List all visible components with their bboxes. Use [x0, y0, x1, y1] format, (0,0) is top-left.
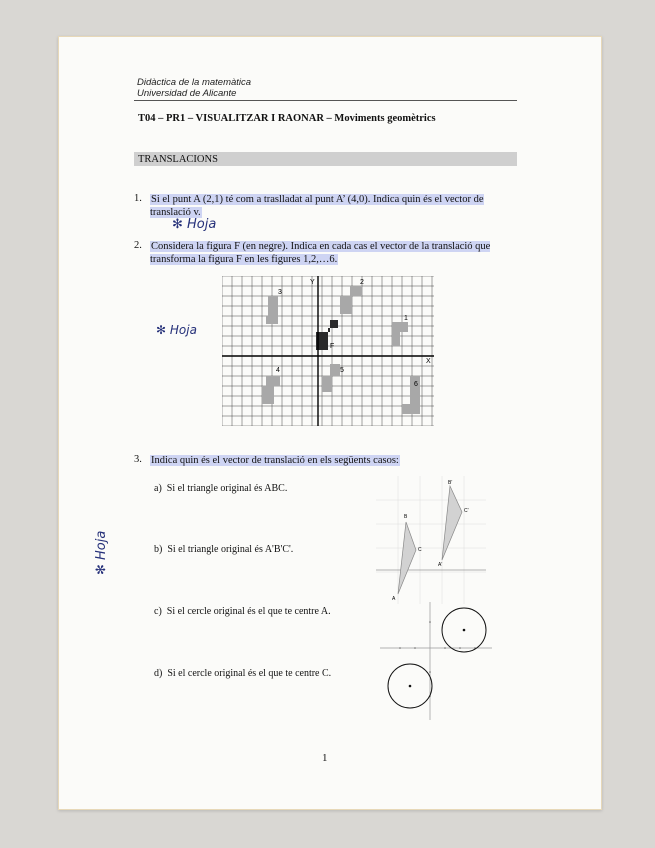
figure-2-label: 2	[360, 279, 364, 286]
point-b2-label: B'	[448, 480, 453, 486]
handwritten-note-2: ✻ Hoja	[156, 323, 197, 337]
figure-5-label: 5	[340, 367, 344, 374]
question-2-text	[150, 240, 520, 266]
document-title: T04 – PR1 – VISUALITZAR I RAONAR – Moviments geomètrics	[138, 113, 436, 124]
question-1-highlight: Si el punt A (2,1) té com a traslladat al punt A’ (4,0). Indica quin és el vector de translació v.	[150, 194, 484, 218]
point-b-label: B	[404, 514, 408, 520]
triangle-abc	[398, 522, 416, 594]
x-axis-label: X	[426, 358, 431, 365]
question-3-number: 3.	[134, 454, 142, 465]
point-a2-label: A'	[438, 562, 443, 568]
figure-f-label: F	[330, 343, 335, 350]
header-rule	[134, 100, 517, 101]
translation-grid	[222, 276, 434, 426]
figure-5	[322, 364, 340, 392]
triangle-diagram	[376, 476, 486, 604]
figure-f	[316, 320, 338, 350]
figure-3-label: 3	[278, 289, 282, 296]
question-3-highlight: Indica quin és el vector de translació en els següents casos:	[151, 455, 399, 466]
handwritten-note-1: ✻ Hoja	[172, 217, 217, 232]
figure-6-label: 6	[414, 381, 418, 388]
handwritten-note-3: ✻ Hoja	[94, 530, 109, 575]
section-title: TRANSLACIONS	[138, 154, 218, 165]
question-2-highlight: Considera la figura F (en negre). Indica en cada cas el vector de la translació que transforma la figura F en les figures 1,2,…6.	[150, 241, 491, 265]
page-number: 1	[322, 752, 328, 764]
question-3-text	[150, 454, 450, 467]
point-c-label: C	[418, 547, 422, 553]
circles-diagram	[380, 602, 492, 720]
figure-4-label: 4	[276, 367, 280, 374]
question-1-text	[150, 193, 520, 219]
question-1-number: 1.	[134, 193, 142, 204]
figure-2	[340, 286, 362, 314]
triangle-a2b2c2	[442, 486, 462, 560]
header-course: Didàctica de la matemàtica	[137, 77, 252, 88]
subquestion-b: b) Si el triangle original és A'B'C'.	[154, 544, 294, 555]
header-university: Universidad de Alicante	[137, 88, 237, 99]
grid-lines	[222, 276, 434, 426]
question-2-number: 2.	[134, 240, 142, 251]
figure-1	[392, 322, 408, 346]
point-a-label: A	[392, 596, 396, 602]
figure-3	[266, 296, 278, 324]
y-axis-label: Y	[310, 279, 315, 286]
subquestion-d: d) Si el cercle original és el que te centre C.	[154, 668, 332, 679]
subquestion-c: c) Si el cercle original és el que te centre A.	[154, 606, 331, 617]
figure-1-label: 1	[404, 315, 408, 322]
point-c2-label: C'	[464, 508, 469, 514]
subquestion-a: a) Si el triangle original és ABC.	[154, 483, 288, 494]
figure-4	[262, 376, 280, 404]
